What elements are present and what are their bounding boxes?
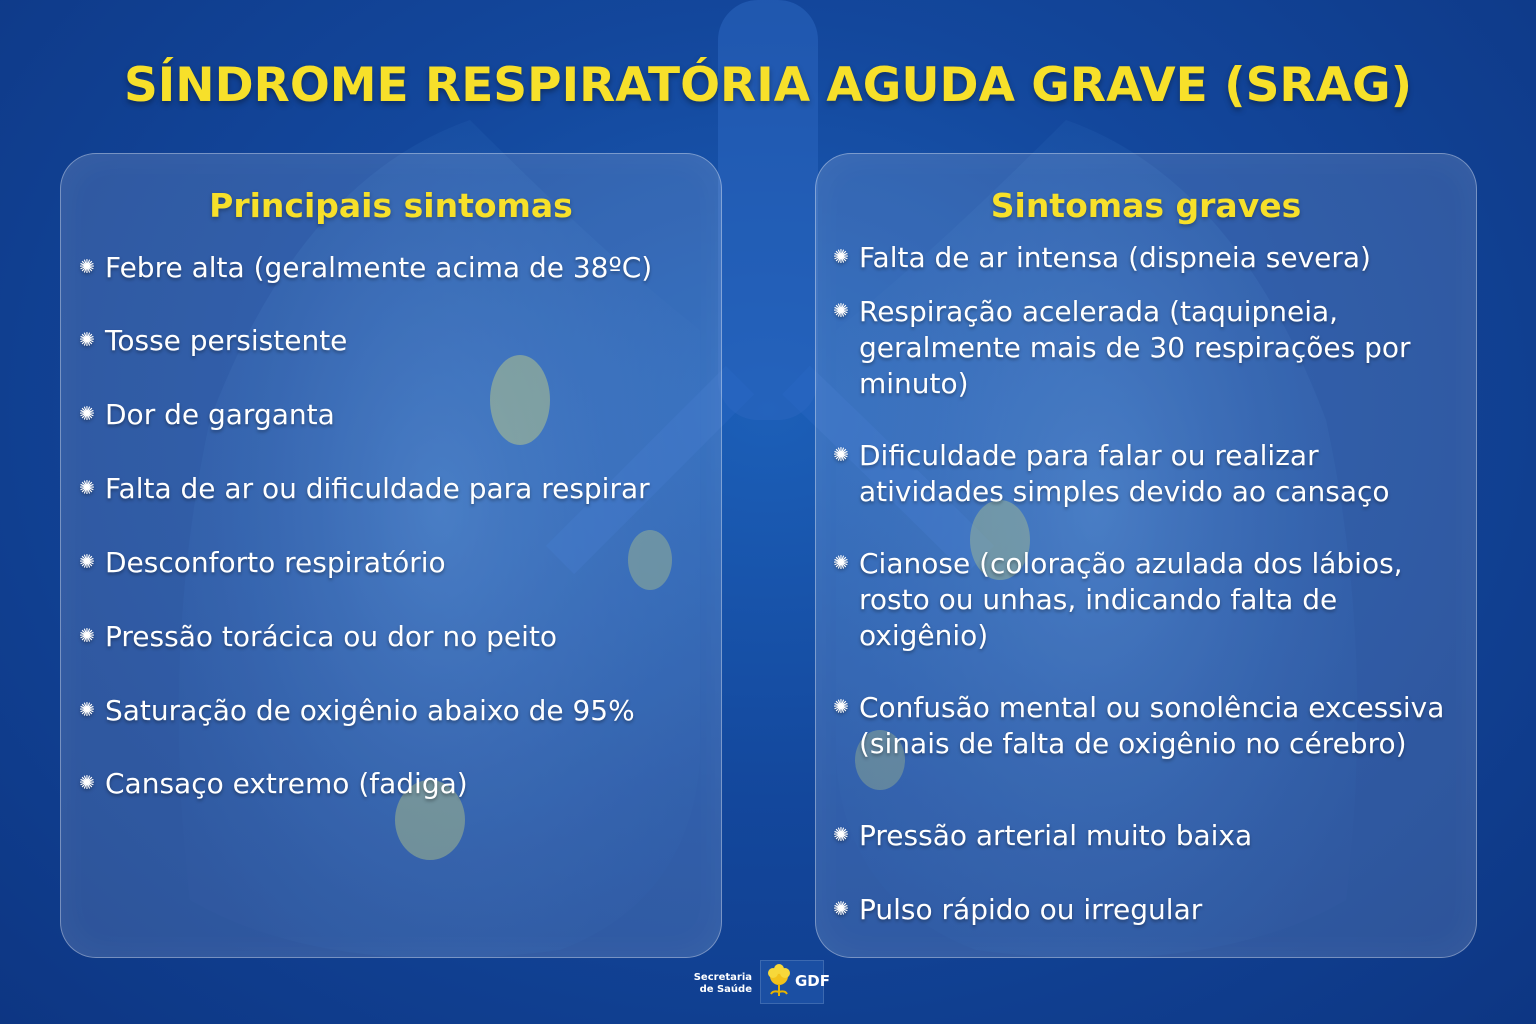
gdf-label: GDF — [795, 972, 831, 990]
list-item-text: Febre alta (geralmente acima de 38ºC) — [105, 251, 653, 284]
list-item-text: Cansaço extremo (fadiga) — [105, 767, 468, 800]
list-item — [79, 471, 709, 507]
list-item-text: Pressão arterial muito baixa — [859, 819, 1253, 852]
list-item-text: Desconforto respiratório — [105, 546, 446, 579]
asterisk-bullet-icon: ✺ — [79, 329, 95, 351]
list-item — [833, 546, 1465, 654]
asterisk-bullet-icon: ✺ — [79, 772, 95, 794]
asterisk-bullet-icon: ✺ — [833, 898, 849, 920]
list-item — [833, 294, 1465, 402]
list-item — [79, 619, 709, 655]
asterisk-bullet-icon: ✺ — [833, 300, 849, 322]
severe-symptoms-heading: Sintomas graves — [990, 186, 1302, 225]
secretaria-label: Secretaria de Saúde — [693, 972, 752, 995]
list-item — [79, 397, 709, 433]
list-item-text: Falta de ar intensa (dispneia severa) — [859, 241, 1371, 274]
list-item — [79, 766, 709, 802]
asterisk-bullet-icon: ✺ — [833, 824, 849, 846]
footer-logo — [680, 958, 850, 1006]
main-symptoms-heading: Principais sintomas — [209, 186, 573, 225]
list-item-text: Saturação de oxigênio abaixo de 95% — [105, 694, 635, 727]
gdf-logo — [760, 960, 831, 1004]
list-item-text: Confusão mental ou sonolência excessiva (sinais de falta de oxigênio no cérebro) — [859, 691, 1445, 760]
list-item-text: Dor de garganta — [105, 398, 335, 431]
list-item-text: Pressão torácica ou dor no peito — [105, 620, 558, 653]
asterisk-bullet-icon: ✺ — [833, 246, 849, 268]
list-item — [79, 693, 709, 729]
page-title: SÍNDROME RESPIRATÓRIA AGUDA GRAVE (SRAG) — [123, 58, 1413, 113]
list-item — [833, 818, 1465, 854]
list-item — [79, 323, 709, 359]
asterisk-bullet-icon: ✺ — [833, 696, 849, 718]
gdf-flower-logo-icon — [763, 962, 797, 1002]
list-item — [833, 690, 1465, 762]
list-item — [833, 240, 1465, 276]
severe-symptoms-panel — [815, 153, 1477, 958]
asterisk-bullet-icon: ✺ — [79, 699, 95, 721]
asterisk-bullet-icon: ✺ — [833, 552, 849, 574]
list-item — [833, 892, 1465, 928]
list-item-text: Dificuldade para falar ou realizar atividades simples devido ao cansaço — [859, 439, 1390, 508]
list-item-text: Pulso rápido ou irregular — [859, 893, 1203, 926]
list-item-text: Falta de ar ou dificuldade para respirar — [105, 472, 650, 505]
list-item-text: Cianose (coloração azulada dos lábios, rosto ou unhas, indicando falta de oxigênio) — [859, 547, 1403, 652]
list-item — [79, 250, 709, 286]
list-item — [833, 438, 1465, 510]
list-item-text: Respiração acelerada (taquipneia, geralmente mais de 30 respirações por minuto) — [859, 295, 1411, 400]
asterisk-bullet-icon: ✺ — [79, 551, 95, 573]
asterisk-bullet-icon: ✺ — [833, 444, 849, 466]
list-item — [79, 545, 709, 581]
asterisk-bullet-icon: ✺ — [79, 477, 95, 499]
list-item-text: Tosse persistente — [105, 324, 348, 357]
asterisk-bullet-icon: ✺ — [79, 403, 95, 425]
asterisk-bullet-icon: ✺ — [79, 625, 95, 647]
asterisk-bullet-icon: ✺ — [79, 256, 95, 278]
main-symptoms-panel — [60, 153, 722, 958]
